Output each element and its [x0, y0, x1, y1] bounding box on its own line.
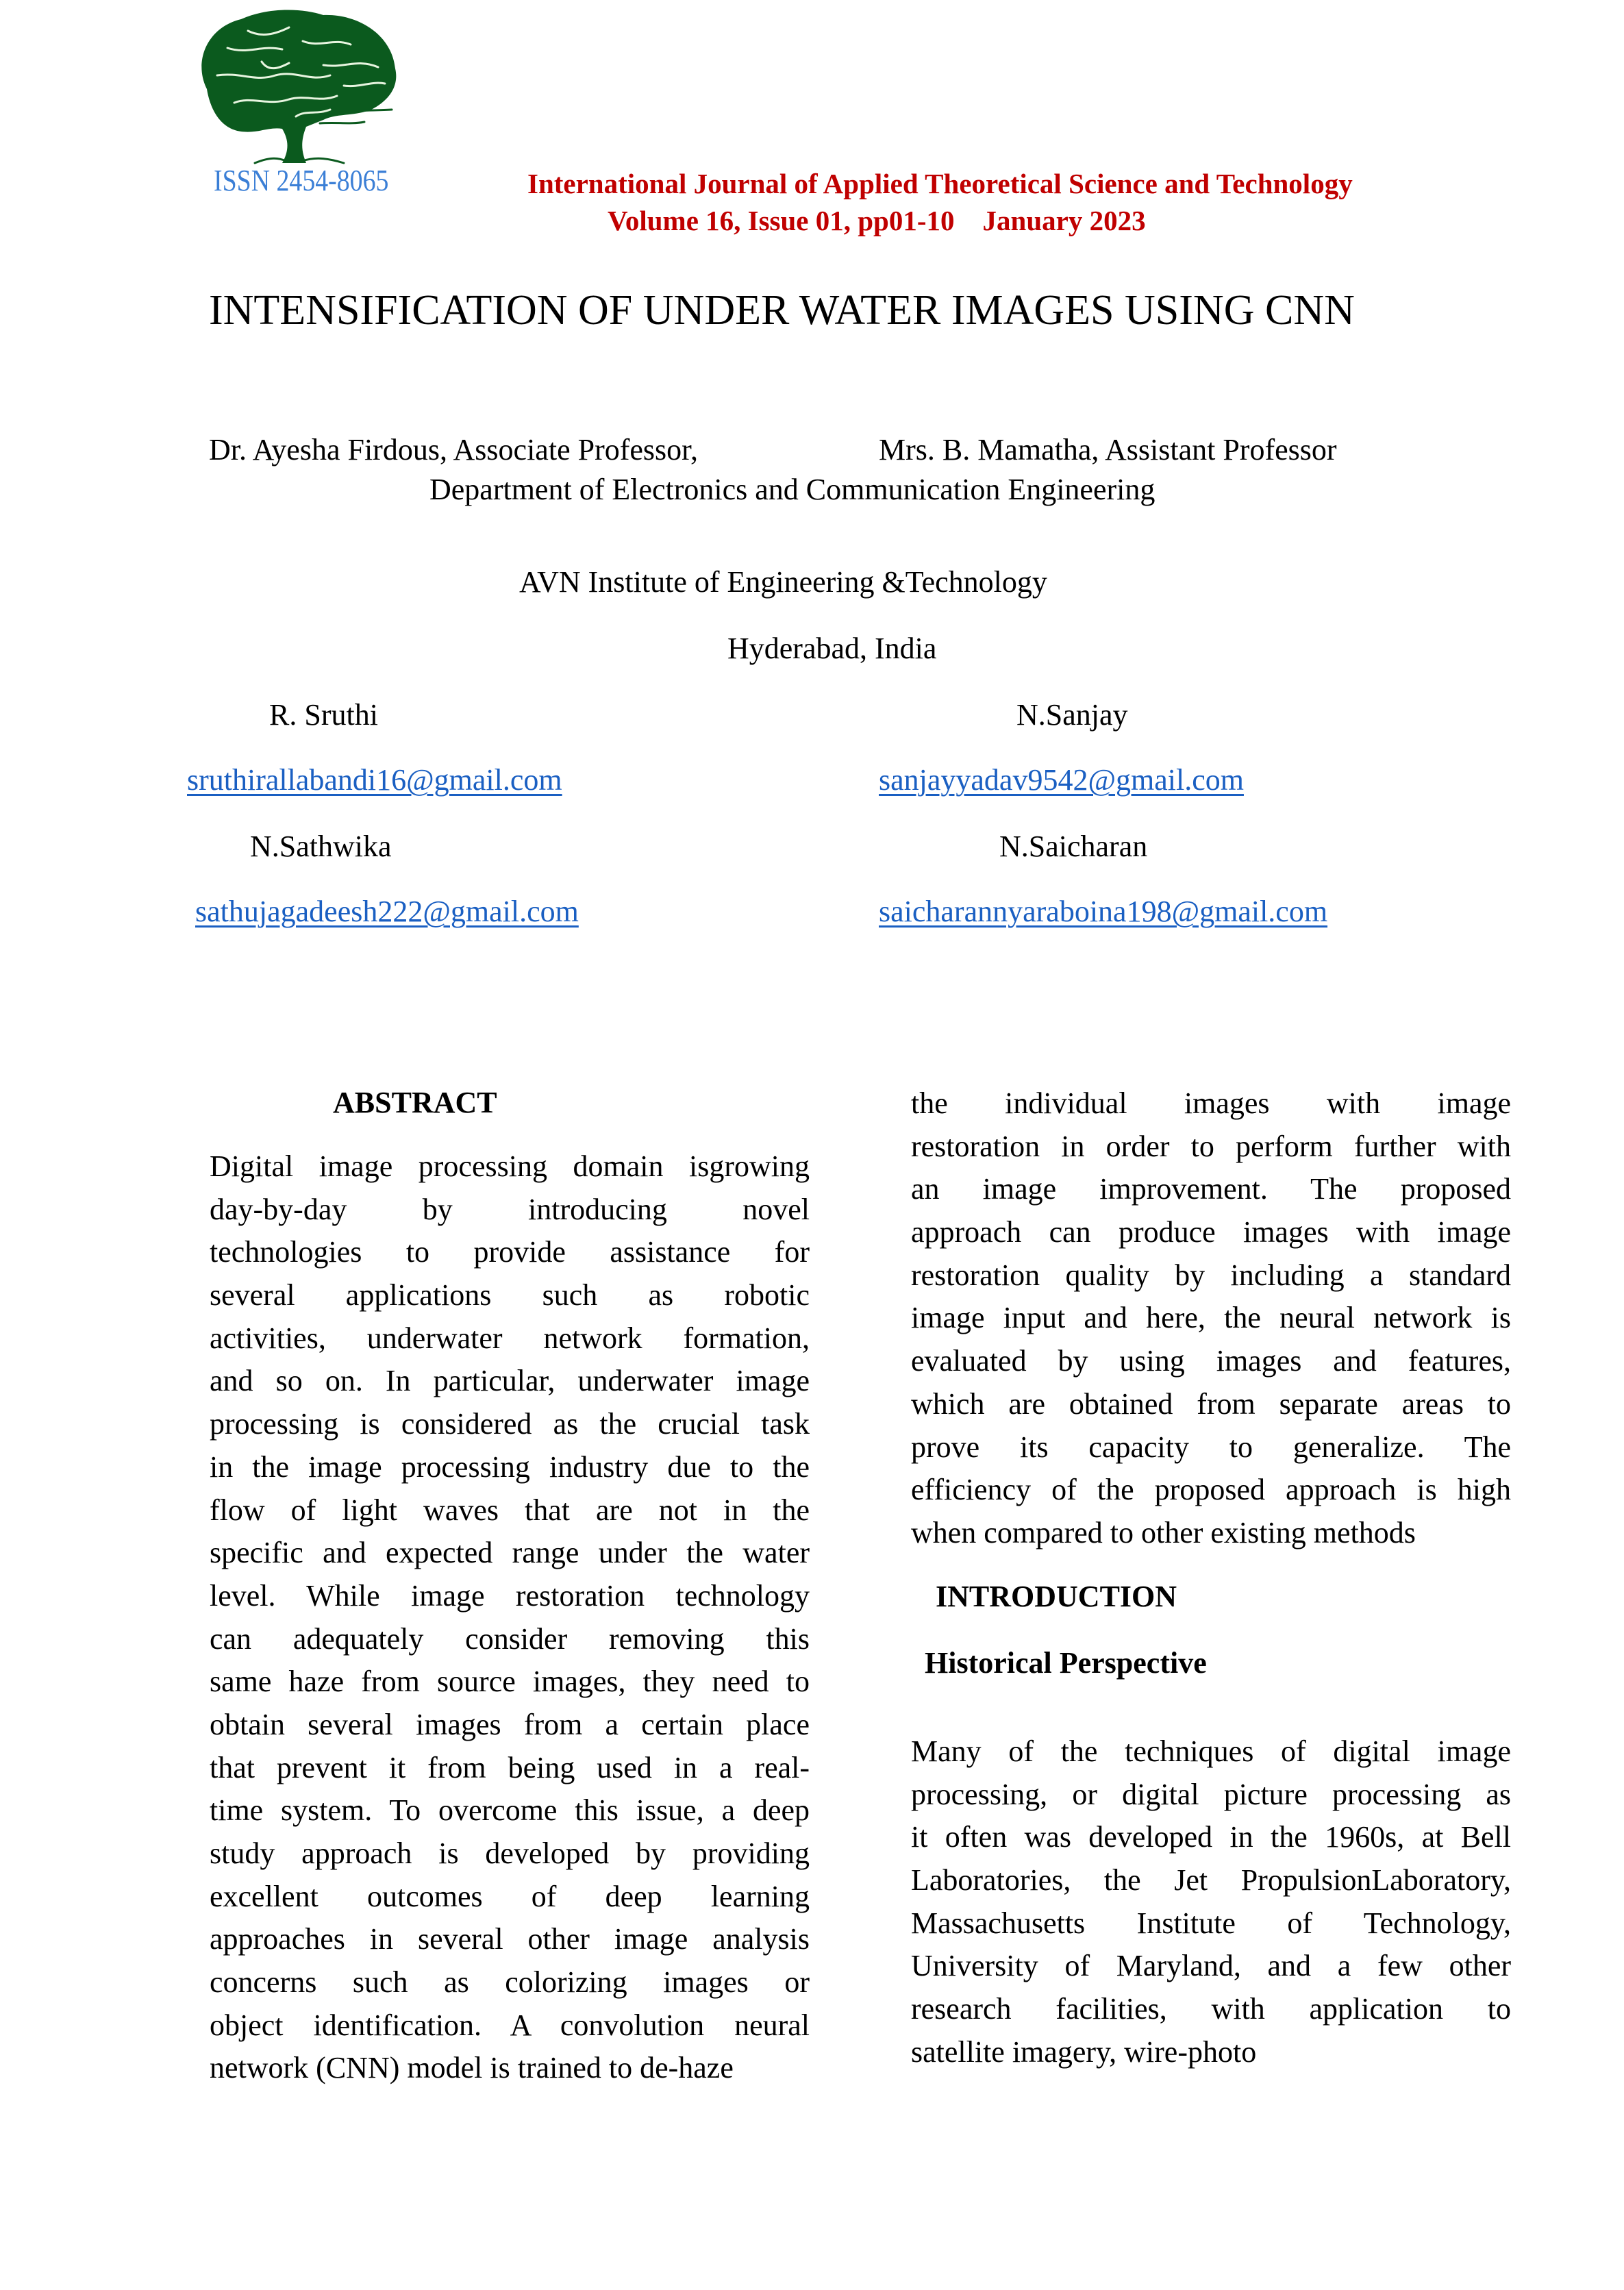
- paper-title: INTENSIFICATION OF UNDER WATER IMAGES USING CNN: [209, 287, 1355, 334]
- abstract-heading: ABSTRACT: [333, 1086, 497, 1119]
- text-line: obtain several images from a certain place: [210, 1707, 810, 1741]
- journal-volume-issue: Volume 16, Issue 01, pp01-10 January 2023: [608, 205, 1146, 236]
- text-line: and so on. In particular, underwater image: [210, 1364, 810, 1398]
- text-line: satellite imagery, wire-photo: [911, 2034, 1257, 2069]
- student-email-link[interactable]: sanjayyadav9542@gmail.com: [879, 763, 1244, 797]
- abstract-body: [210, 1145, 810, 2090]
- text-line: research facilities, with application to: [911, 1992, 1511, 2026]
- location: Hyderabad, India: [727, 632, 937, 665]
- text-line: approach can produce images with image: [911, 1215, 1511, 1249]
- text-line: network (CNN) model is trained to de-haze: [210, 2051, 734, 2085]
- text-line: an image improvement. The proposed: [911, 1172, 1511, 1206]
- student-email-link[interactable]: sruthirallabandi16@gmail.com: [187, 763, 562, 797]
- text-line: prove its capacity to generalize. The: [911, 1430, 1511, 1464]
- author-faculty-2: Mrs. B. Mamatha, Assistant Professor: [879, 433, 1337, 466]
- abstract-body-continued: [911, 1082, 1511, 1555]
- text-line: when compared to other existing methods: [911, 1515, 1416, 1550]
- text-line: can adequately consider removing this: [210, 1621, 810, 1656]
- student-name: R. Sruthi: [269, 698, 378, 732]
- text-line: flow of light waves that are not in the: [210, 1493, 810, 1527]
- student-name: N.Saicharan: [999, 830, 1148, 863]
- text-line: efficiency of the proposed approach is high: [911, 1473, 1511, 1507]
- text-line: study approach is developed by providing: [210, 1837, 810, 1870]
- text-line: processing is considered as the crucial task: [210, 1407, 810, 1441]
- journal-name: International Journal of Applied Theoretical Science and Technology: [527, 168, 1353, 199]
- text-line: Many of the techniques of digital image: [911, 1734, 1511, 1768]
- text-line: image input and here, the neural network is: [911, 1301, 1511, 1335]
- text-line: the individual images with image: [911, 1086, 1511, 1120]
- text-line: processing, or digital picture processing as: [911, 1777, 1511, 1811]
- text-line: in the image processing industry due to the: [210, 1449, 810, 1484]
- student-email-link[interactable]: sathujagadeesh222@gmail.com: [195, 895, 579, 928]
- author-faculty-1: Dr. Ayesha Firdous, Associate Professor,: [209, 433, 699, 466]
- text-line: restoration quality by including a standard: [911, 1258, 1511, 1292]
- introduction-body: [911, 1730, 1511, 2074]
- text-line: evaluated by using images and features,: [911, 1344, 1511, 1378]
- text-line: technologies to provide assistance for: [210, 1235, 810, 1269]
- institute: AVN Institute of Engineering &Technology: [519, 565, 1047, 599]
- text-line: concerns such as colorizing images or: [210, 1965, 810, 2000]
- text-line: excellent outcomes of deep learning: [210, 1879, 810, 1913]
- text-line: time system. To overcome this issue, a deep: [210, 1793, 810, 1828]
- text-line: approaches in several other image analysis: [210, 1922, 810, 1956]
- text-line: Massachusetts Institute of Technology,: [911, 1906, 1511, 1940]
- department: Department of Electronics and Communication Engineering: [429, 473, 1155, 506]
- text-line: Digital image processing domain isgrowing: [210, 1149, 810, 1183]
- text-line: it often was developed in the 1960s, at Bell: [911, 1820, 1511, 1854]
- text-line: level. While image restoration technology: [210, 1578, 810, 1613]
- text-line: day-by-day by introducing novel: [210, 1192, 810, 1226]
- text-line: which are obtained from separate areas to: [911, 1386, 1511, 1421]
- brain-tree-logo-icon: [186, 7, 409, 164]
- historical-perspective-subheading: Historical Perspective: [925, 1646, 1207, 1680]
- text-line: University of Maryland, and a few other: [911, 1949, 1511, 1983]
- text-line: several applications such as robotic: [210, 1278, 810, 1312]
- text-line: same haze from source images, they need to: [210, 1665, 810, 1699]
- text-line: restoration in order to perform further with: [911, 1129, 1511, 1163]
- introduction-heading: INTRODUCTION: [936, 1580, 1177, 1613]
- student-name: N.Sanjay: [1016, 698, 1128, 732]
- text-line: object identification. A convolution neural: [210, 2008, 810, 2042]
- text-line: Laboratories, the Jet PropulsionLaboratory,: [911, 1863, 1511, 1897]
- student-email-link[interactable]: saicharannyaraboina198@gmail.com: [879, 895, 1328, 928]
- student-name: N.Sathwika: [250, 830, 392, 863]
- issn-label: ISSN 2454-8065: [214, 164, 389, 197]
- text-line: that prevent it from being used in a real-: [210, 1750, 810, 1784]
- text-line: specific and expected range under the water: [210, 1536, 810, 1570]
- text-line: activities, underwater network formation,: [210, 1321, 810, 1355]
